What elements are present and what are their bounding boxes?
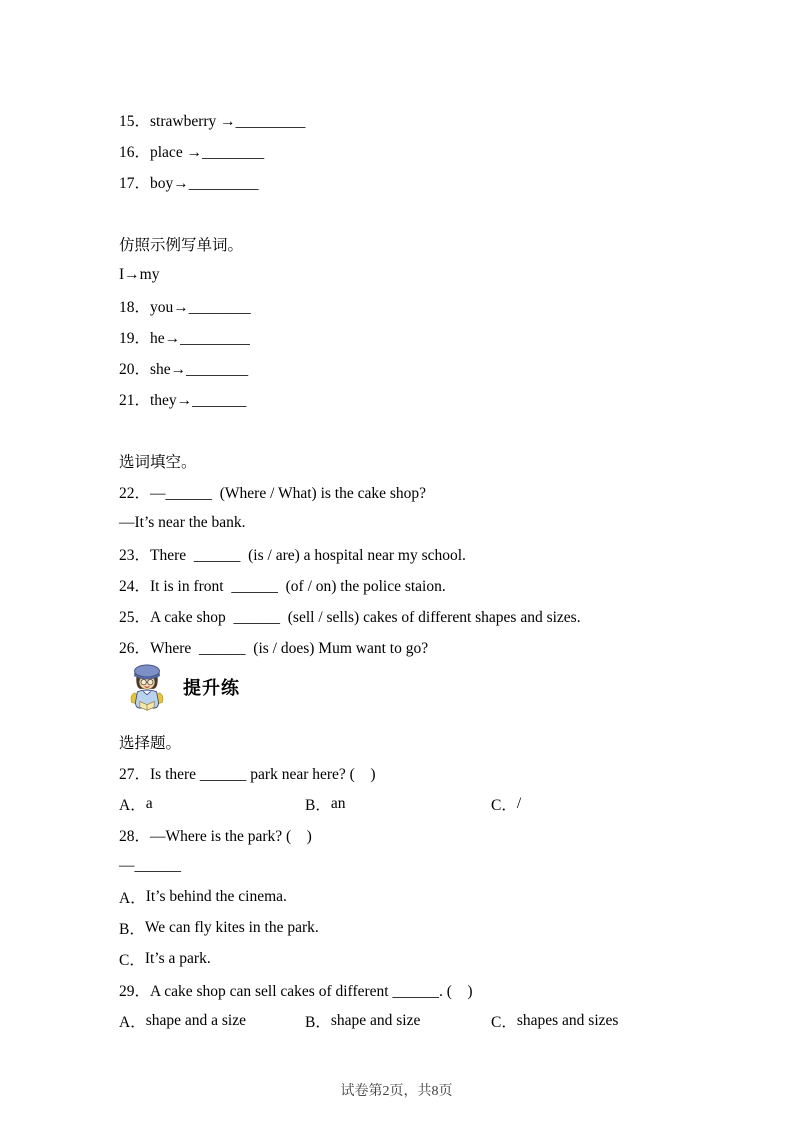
option-27-b — [305, 793, 491, 815]
page-footer: 试卷第2页，共8页 — [340, 1084, 453, 1099]
option-text: / — [516, 794, 522, 812]
question-22: 22．—______ (Where / What) is the cake shop? — [119, 484, 427, 502]
question-27-options — [119, 788, 759, 819]
section-banner-label: 提升练 — [183, 678, 240, 698]
section-banner-improvement — [119, 662, 759, 712]
option-27-a — [119, 793, 305, 815]
section-instruction-word-example: 仿照示例写单词。 — [119, 236, 244, 254]
option-label: C． — [491, 1013, 517, 1031]
option-label: C． — [119, 951, 145, 969]
question-27: 27．Is there ______ park near here? ( ) — [119, 765, 376, 783]
question-16: 16．place →________ — [119, 143, 265, 161]
option-text: shape and size — [330, 1011, 421, 1029]
section-instruction-choice: 选择题。 — [119, 734, 182, 752]
question-17: 17．boy→_________ — [119, 174, 259, 192]
option-text: a — [145, 794, 153, 812]
question-25: 25．A cake shop ______ (sell / sells) cakes of different shapes and sizes. — [119, 608, 581, 626]
option-text: It’s a park. — [144, 949, 211, 967]
option-text: an — [330, 794, 346, 812]
question-23: 23．There ______ (is / are) a hospital near my school. — [119, 546, 466, 564]
option-label: A． — [119, 796, 146, 814]
option-28-b — [119, 912, 759, 943]
question-28-answer-blank: —______ — [119, 856, 181, 874]
option-label: C． — [491, 796, 517, 814]
option-28-c — [119, 943, 759, 974]
question-28: 28．—Where is the park? ( ) — [119, 827, 312, 845]
question-24: 24．It is in front ______ (of / on) the police staion. — [119, 577, 446, 595]
question-20: 20．she→________ — [119, 360, 249, 378]
option-label: A． — [119, 889, 146, 907]
option-text: It’s behind the cinema. — [145, 887, 287, 905]
option-text: We can fly kites in the park. — [144, 918, 319, 936]
option-label: B． — [305, 796, 331, 814]
question-26: 26．Where ______ (is / does) Mum want to go? — [119, 639, 429, 657]
boy-reading-icon — [127, 663, 167, 711]
question-22-answer: —It’s near the bank. — [119, 513, 246, 531]
question-15: 15．strawberry →_________ — [119, 112, 306, 130]
option-label: B． — [119, 920, 145, 938]
option-27-c — [491, 793, 677, 815]
option-text: shapes and sizes — [516, 1011, 619, 1029]
section-gap — [119, 414, 759, 445]
option-label: B． — [305, 1013, 331, 1031]
question-29: 29．A cake shop can sell cakes of different ______. ( ) — [119, 982, 473, 1000]
question-29-options — [119, 1005, 759, 1036]
option-29-b — [305, 1010, 491, 1032]
option-28-a — [119, 881, 759, 912]
section-gap — [119, 197, 759, 228]
option-label: A． — [119, 1013, 146, 1031]
example-line: I→my — [119, 265, 160, 283]
question-18: 18．you→________ — [119, 298, 251, 316]
exam-page-content — [119, 104, 759, 1036]
section-instruction-fill-blank: 选词填空。 — [119, 453, 197, 471]
question-19: 19．he→_________ — [119, 329, 250, 347]
option-text: shape and a size — [145, 1011, 246, 1029]
option-29-a — [119, 1010, 305, 1032]
option-29-c — [491, 1010, 677, 1032]
question-21: 21．they→_______ — [119, 391, 247, 409]
